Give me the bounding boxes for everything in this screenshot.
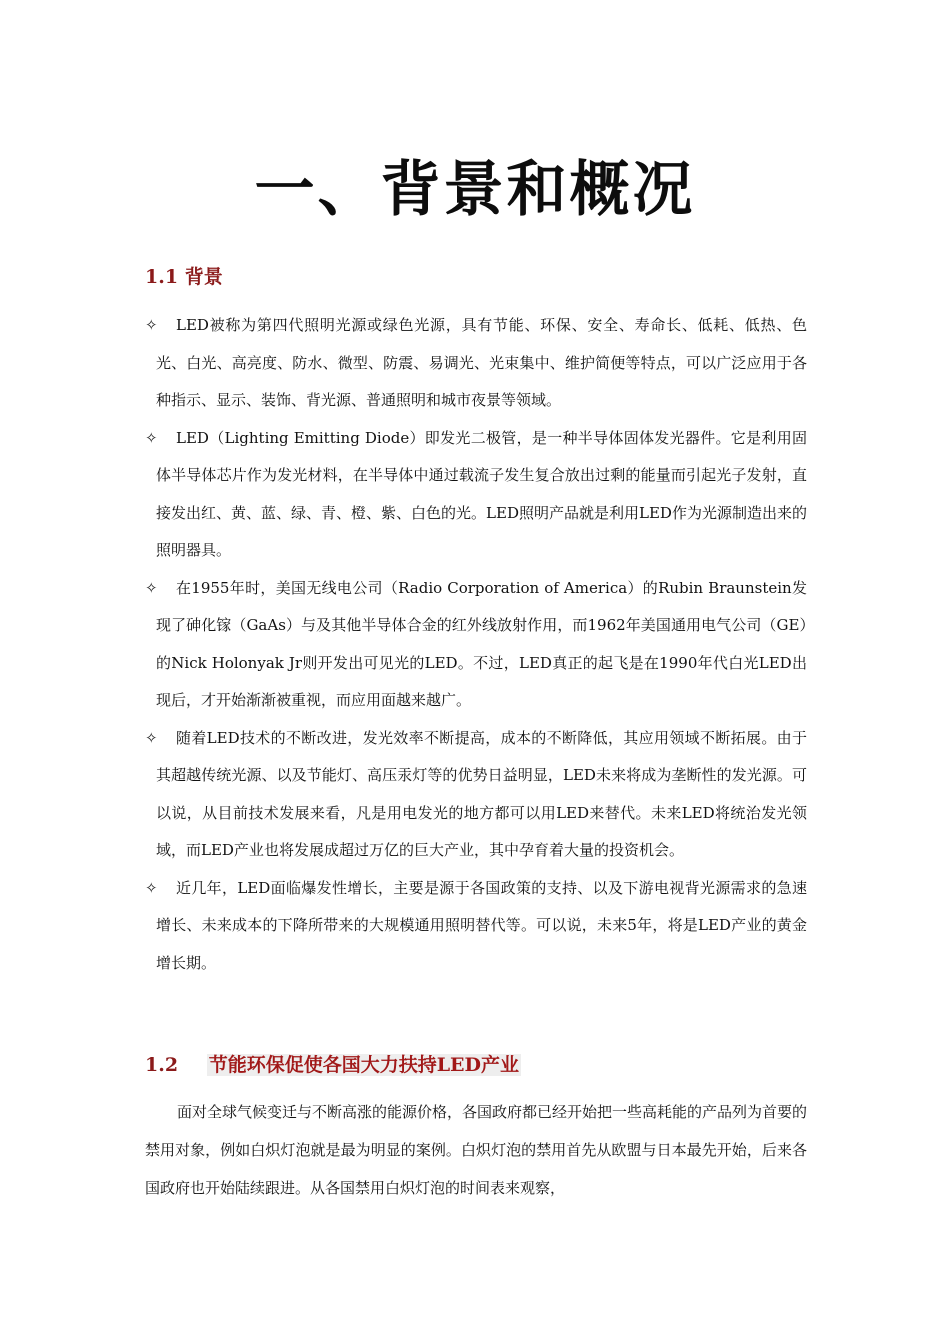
bullet-text: 随着LED技术的不断改进，发光效率不断提高，成本的不断降低，其应用领域不断拓展。由于其超越传统光源、以及节能灯、高压汞灯等的优势日益明显，LED未来将成为垄断性的发光源。可以说，从目前技术发展来看，凡是用电发光的地方都可以用LED来替代。未来LED将统治发光领域，而LED产业也将发展成超过万亿的巨大产业，其中孕育着大量的投资机会。 <box>156 728 807 859</box>
chapter-title: 一、背景和概况 <box>254 155 696 225</box>
list-item <box>145 420 807 570</box>
section-title: 节能环保促使各国大力扶持LED产业 <box>208 1054 520 1076</box>
four-pointed-star-outline-icon: ✧ <box>145 728 158 747</box>
list-item <box>145 307 807 420</box>
section-number: 1.2 <box>145 1054 179 1076</box>
bullet-text: LED被称为第四代照明光源或绿色光源，具有节能、环保、安全、寿命长、低耗、低热、色光、白光、高亮度、防水、微型、防震、易调光、光束集中、维护简便等特点，可以广泛应用于各种指示、显示、装饰、背光源、普通照明和城市夜景等领域。 <box>156 316 807 409</box>
list-item <box>145 720 807 870</box>
section-heading-1-1 <box>145 262 223 289</box>
bullet-text: LED（Lighting Emitting Diode）即发光二极管，是一种半导体固体发光器件。它是利用固体半导体芯片作为发光材料，在半导体中通过载流子发生复合放出过剩的能量而引起光子发射，直接发出红、黄、蓝、绿、青、橙、紫、白色的光。LED照明产品就是利用LED作为光源制造出来的照明器具。 <box>156 428 807 559</box>
four-pointed-star-outline-icon: ✧ <box>145 578 158 597</box>
section-heading-1-2 <box>145 1050 521 1077</box>
section-number: 1.1 <box>145 266 179 288</box>
list-item <box>145 570 807 720</box>
four-pointed-star-outline-icon: ✧ <box>145 316 158 334</box>
bullet-text: 近几年，LED面临爆发性增长，主要是源于各国政策的支持、以及下游电视背光源需求的急速增长、未来成本的下降所带来的大规模通用照明替代等。可以说，未来5年，将是LED产业的黄金增长期。 <box>156 878 807 972</box>
list-item <box>145 870 807 983</box>
bullet-list <box>145 307 807 982</box>
bullet-text: 在1955年时，美国无线电公司（Radio Corporation of America）的Rubin Braunstein发现了砷化镓（GaAs）与及其他半导体合金的红外线放射作用，而1962年美国通用电气公司（GE）的Nick Holonyak Jr则开发出可见光的LED。不过，LED真正的起飞是在1990年代白光LED出现后，才开始渐渐被重视，而应用面越来越广。 <box>156 578 807 709</box>
four-pointed-star-outline-icon: ✧ <box>145 878 158 897</box>
four-pointed-star-outline-icon: ✧ <box>145 428 158 447</box>
body-paragraph: 面对全球气候变迁与不断高涨的能源价格，各国政府都已经开始把一些高耗能的产品列为首要的禁用对象，例如白炽灯泡就是最为明显的案例。白炽灯泡的禁用首先从欧盟与日本最先开始，后来各国政府也开始陆续跟进。从各国禁用白炽灯泡的时间表来观察， <box>145 1103 808 1197</box>
section-title: 背景 <box>184 266 223 288</box>
